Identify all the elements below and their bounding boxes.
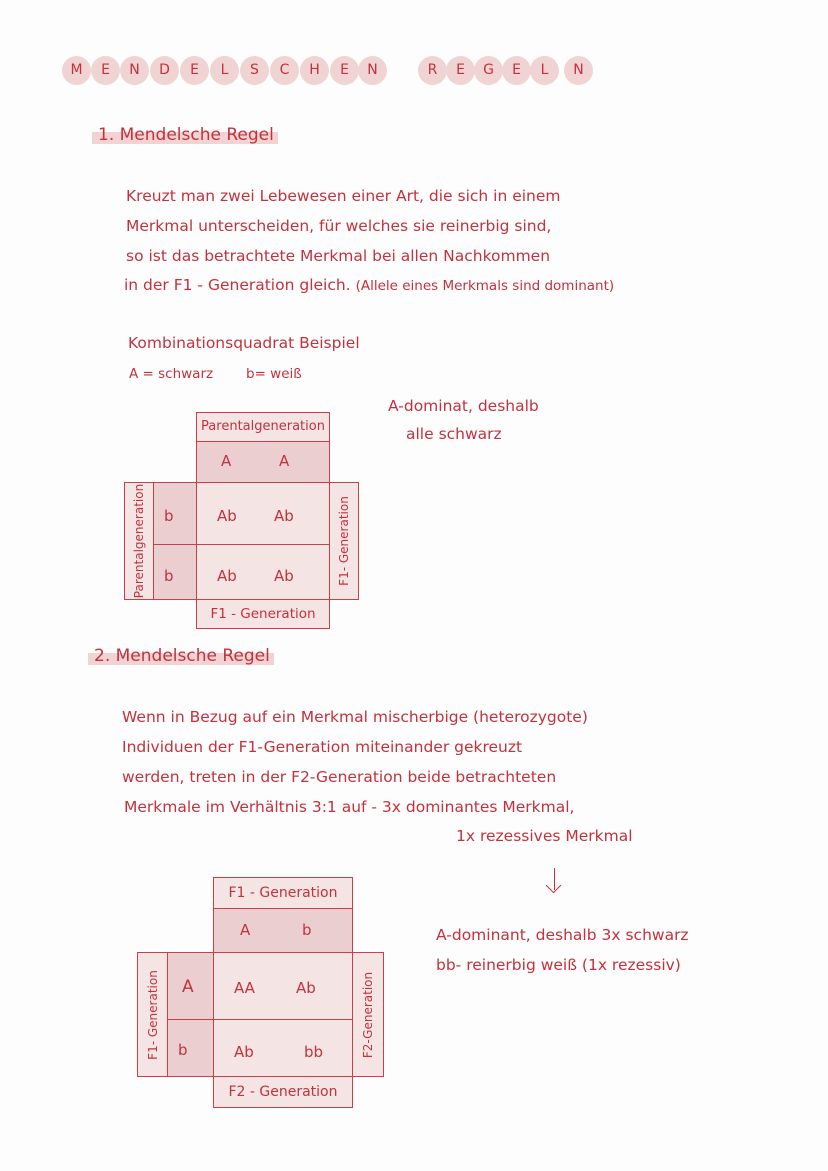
square1-row-header: b (164, 567, 174, 585)
rule1-note: A-dominat, deshalb (388, 397, 539, 415)
rule2-text-line: Individuen der F1-Generation miteinander gekreuzt (122, 738, 523, 756)
rule2-heading: 2. Mendelsche Regel (88, 646, 274, 666)
square2-col-header: A (240, 921, 251, 939)
rule2-note: bb- reinerbig weiß (1x rezessiv) (436, 956, 681, 974)
rule1-line4-note: (Allele eines Merkmals sind dominant) (355, 278, 615, 294)
down-arrow-head-icon (546, 878, 562, 894)
title-letter: H (300, 56, 329, 85)
square1-right-label: F1- Generation (337, 496, 351, 586)
square2-left-label-box (137, 952, 168, 1077)
title-letter: R (418, 56, 447, 85)
square1-left-label: Parentalgeneration (132, 483, 146, 599)
square2-cell: Ab (234, 1043, 254, 1061)
rule1-note: alle schwarz (406, 425, 502, 443)
rule2-note: A-dominant, deshalb 3x schwarz (436, 926, 689, 944)
example-title: Kombinationsquadrat Beispiel (128, 334, 360, 352)
title-letter: N (120, 56, 149, 85)
square1-left-label-box (124, 482, 154, 600)
title-letter: E (330, 56, 359, 85)
square2-col-header: b (302, 921, 312, 939)
square2-bottom-label: F2 - Generation (213, 1076, 353, 1108)
rule1-text-line: Kreuzt man zwei Lebewesen einer Art, die sich in einem (126, 187, 561, 205)
square2-cell: bb (304, 1043, 324, 1061)
square2-right-label-box (352, 952, 384, 1077)
square1-row-header: b (164, 507, 174, 525)
title-letter: D (150, 56, 179, 85)
rule1-heading: 1. Mendelsche Regel (92, 125, 278, 145)
title-letter: C (270, 56, 299, 85)
title-letter: L (210, 56, 239, 85)
square2-row-header-col (167, 952, 214, 1077)
square1-cell: Ab (217, 507, 237, 525)
square2-cells (213, 952, 353, 1077)
square2-row-header: A (182, 977, 194, 997)
square2-cell: Ab (296, 979, 316, 997)
legend-a: A = schwarz (129, 366, 214, 382)
square1-cell: Ab (274, 567, 294, 585)
title-letter: L (530, 56, 559, 85)
rule1-line4-main: in der F1 - Generation gleich. (124, 276, 351, 294)
rule1-text-line: so ist das betrachtete Merkmal bei allen Nachkommen (126, 247, 551, 265)
square2-left-label: F1- Generation (145, 969, 160, 1060)
square1-cell: Ab (274, 507, 294, 525)
square2-top-label: F1 - Generation (213, 877, 353, 909)
legend-b: b= weiß (246, 366, 302, 382)
square1-cells (196, 482, 330, 600)
square1-col-header-row (196, 441, 330, 483)
square1-top-label: Parentalgeneration (196, 412, 330, 442)
rule1-text-line: Merkmal unterscheiden, für welches sie reinerbig sind, (126, 217, 552, 235)
title-letter: E (502, 56, 531, 85)
title-letter: M (62, 56, 91, 85)
square1-row-header-col (153, 482, 197, 600)
title-letter: E (180, 56, 209, 85)
square1-bottom-label: F1 - Generation (196, 599, 330, 629)
square1-right-label-box (329, 482, 359, 600)
square1-cell: Ab (217, 567, 237, 585)
square1-col-header: A (279, 452, 290, 470)
title-letter: N (564, 56, 593, 85)
title-letter: E (91, 56, 120, 85)
square2-row-header: b (178, 1041, 188, 1059)
title-letter: N (358, 56, 387, 85)
rule2-text-line: Wenn in Bezug auf ein Merkmal mischerbige (heterozygote) (122, 708, 588, 726)
rule2-text-line: Merkmale im Verhältnis 3:1 auf - 3x dominantes Merkmal, (124, 798, 575, 816)
rule2-text-line: 1x rezessives Merkmal (456, 827, 633, 845)
title-letter: S (240, 56, 269, 85)
square2-col-header-row (213, 908, 353, 953)
title-letter: G (474, 56, 503, 85)
rule1-text-line (124, 275, 614, 296)
square1-col-header: A (221, 452, 232, 470)
page-title (62, 56, 622, 88)
square2-right-label: F2-Generation (361, 971, 375, 1058)
rule2-text-line: werden, treten in der F2-Generation beide betrachteten (122, 768, 557, 786)
title-letter: E (446, 56, 475, 85)
square2-cell: AA (234, 979, 255, 997)
